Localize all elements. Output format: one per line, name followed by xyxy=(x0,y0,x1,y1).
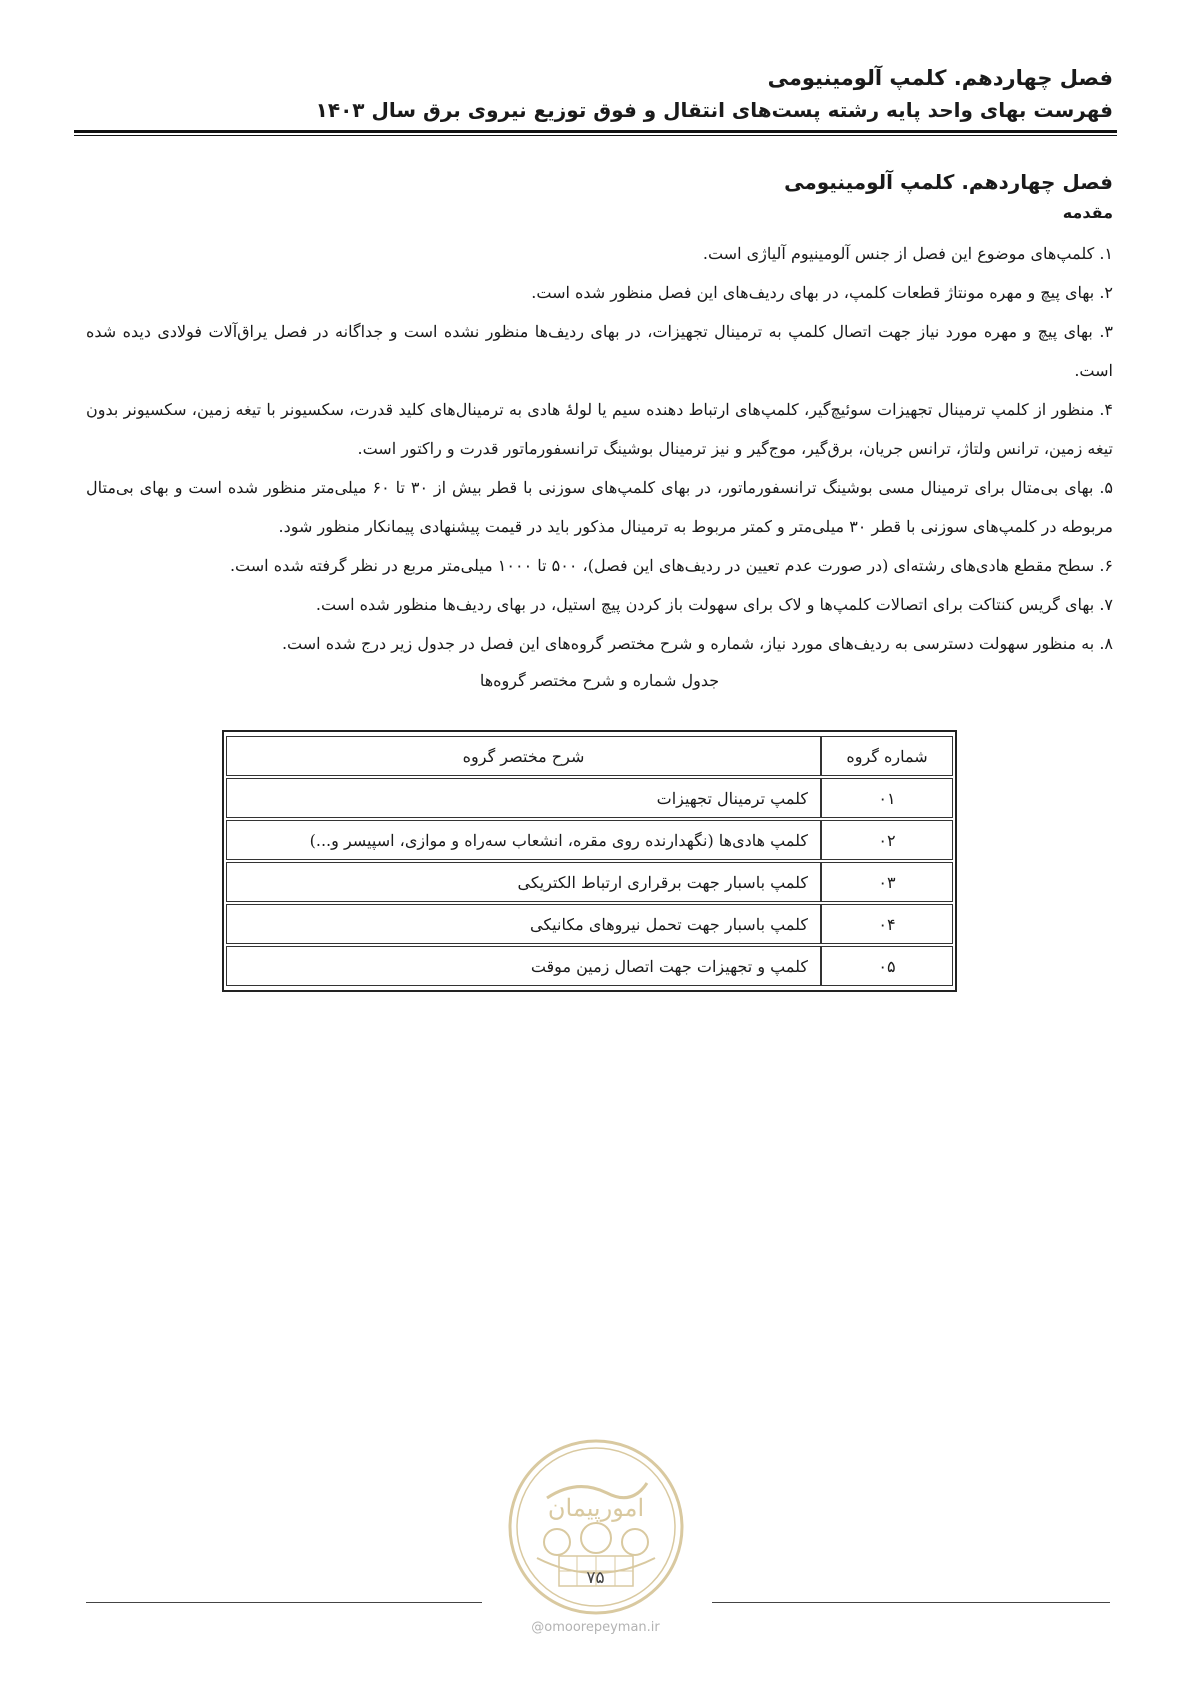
groups-table-frame xyxy=(222,730,957,992)
groups-table xyxy=(226,734,953,988)
table-caption: جدول شماره و شرح مختصر گروه‌ها xyxy=(479,671,720,690)
paragraph-5: ۵. بهای بی‌متال برای ترمینال مسی بوشینگ ترانسفورماتور، در بهای کلمپ‌های سوزنی با قطر بیش از ۳۰ تا ۶۰ میلی‌متر منظور شده است و بهای بی‌متال مربوطه در کلمپ‌های سوزنی با قطر ۳۰ میلی‌متر و کمتر مربوط به ترمینال مذکور باید در قیمت پیشنهادی پیمانکار منظور شود. xyxy=(86,478,1114,536)
group-description: کلمپ و تجهیزات جهت اتصال زمین موقت xyxy=(226,946,821,986)
header-rule-thin xyxy=(74,135,1117,136)
paragraph-6: ۶. سطح مقطع هادی‌های رشته‌ای (در صورت عدم تعیین در ردیف‌های این فصل)، ۵۰۰ تا ۱۰۰۰ میلی‌متر مربع در نظر گرفته شده است. xyxy=(229,556,1113,575)
paragraph-4: ۴. منظور از کلمپ ترمینال تجهیزات سوئیچ‌گیر، کلمپ‌های ارتباط دهنده سیم یا لولهٔ هادی به ترمینال‌های کلید قدرت، سکسیونر با تیغه زمین، سکسیونر بدون تیغه زمین، ترانس ولتاژ، ترانس جریان، برق‌گیر، موج‌گیر و نیز ترمینال بوشینگ ترانسفورماتور قدرت و راکتور است. xyxy=(86,400,1113,458)
group-number: ۰۴ xyxy=(821,904,953,944)
group-number: ۰۵ xyxy=(821,946,953,986)
paragraph-3: ۳. بهای پیچ و مهره مورد نیاز جهت اتصال کلمپ به ترمینال تجهیزات، در بهای ردیف‌ها منظور نشده است و جداگانه در فصل یراق‌آلات فولادی دیده شده است. xyxy=(86,322,1113,380)
paragraph-7: ۷. بهای گریس کنتاکت برای اتصالات کلمپ‌ها و لاک برای سهولت باز کردن پیچ استیل، در بهای ردیف‌ها منظور شده است. xyxy=(315,595,1113,614)
table-row xyxy=(226,862,953,902)
seal-logo xyxy=(507,1438,685,1616)
group-description: کلمپ ترمینال تجهیزات xyxy=(226,778,821,818)
main-content xyxy=(86,166,1113,697)
group-description: کلمپ باسبار جهت تحمل نیروهای مکانیکی xyxy=(226,904,821,944)
paragraph-1: ۱. کلمپ‌های موضوع این فصل از جنس آلومینیوم آلیاژی است. xyxy=(702,244,1113,263)
group-number: ۰۳ xyxy=(821,862,953,902)
group-number: ۰۲ xyxy=(821,820,953,860)
watermark-url: @omoorepeyman.ir xyxy=(531,1620,660,1635)
paragraph-8: ۸. به منظور سهولت دسترسی به ردیف‌های مورد نیاز، شماره و شرح مختصر گروه‌های این فصل در جدول زیر درج شده است. xyxy=(281,634,1113,653)
footer-rule-left xyxy=(86,1602,482,1603)
header-group-number: شماره گروه xyxy=(821,736,953,776)
running-header xyxy=(78,62,1113,126)
svg-text:امورپیمان: امورپیمان xyxy=(547,1494,645,1522)
group-number: ۰۱ xyxy=(821,778,953,818)
header-group-description: شرح مختصر گروه xyxy=(226,736,821,776)
table-row xyxy=(226,820,953,860)
table-row xyxy=(226,778,953,818)
chapter-title: فصل چهاردهم. کلمپ آلومینیومی xyxy=(784,170,1113,194)
group-description: کلمپ باسبار جهت برقراری ارتباط الکتریکی xyxy=(226,862,821,902)
header-rule-thick xyxy=(74,130,1117,133)
table-row xyxy=(226,904,953,944)
page-number: ۷۵ xyxy=(586,1568,605,1588)
header-book-title: فهرست بهای واحد پایه رشته پست‌های انتقال و فوق توزیع نیروی برق سال ۱۴۰۳ xyxy=(315,98,1113,122)
group-description: کلمپ هادی‌ها (نگهدارنده روی مقره، انشعاب سه‌راه و موازی، اسپیسر و...) xyxy=(226,820,821,860)
table-header-row xyxy=(226,736,953,776)
paragraph-2: ۲. بهای پیچ و مهره مونتاژ قطعات کلمپ، در بهای ردیف‌های این فصل منظور شده است. xyxy=(531,283,1113,302)
table-row xyxy=(226,946,953,986)
seal-icon xyxy=(507,1438,685,1616)
intro-title: مقدمه xyxy=(1062,203,1113,222)
header-chapter-title: فصل چهاردهم. کلمپ آلومینیومی xyxy=(767,66,1113,90)
footer-rule-right xyxy=(712,1602,1110,1603)
